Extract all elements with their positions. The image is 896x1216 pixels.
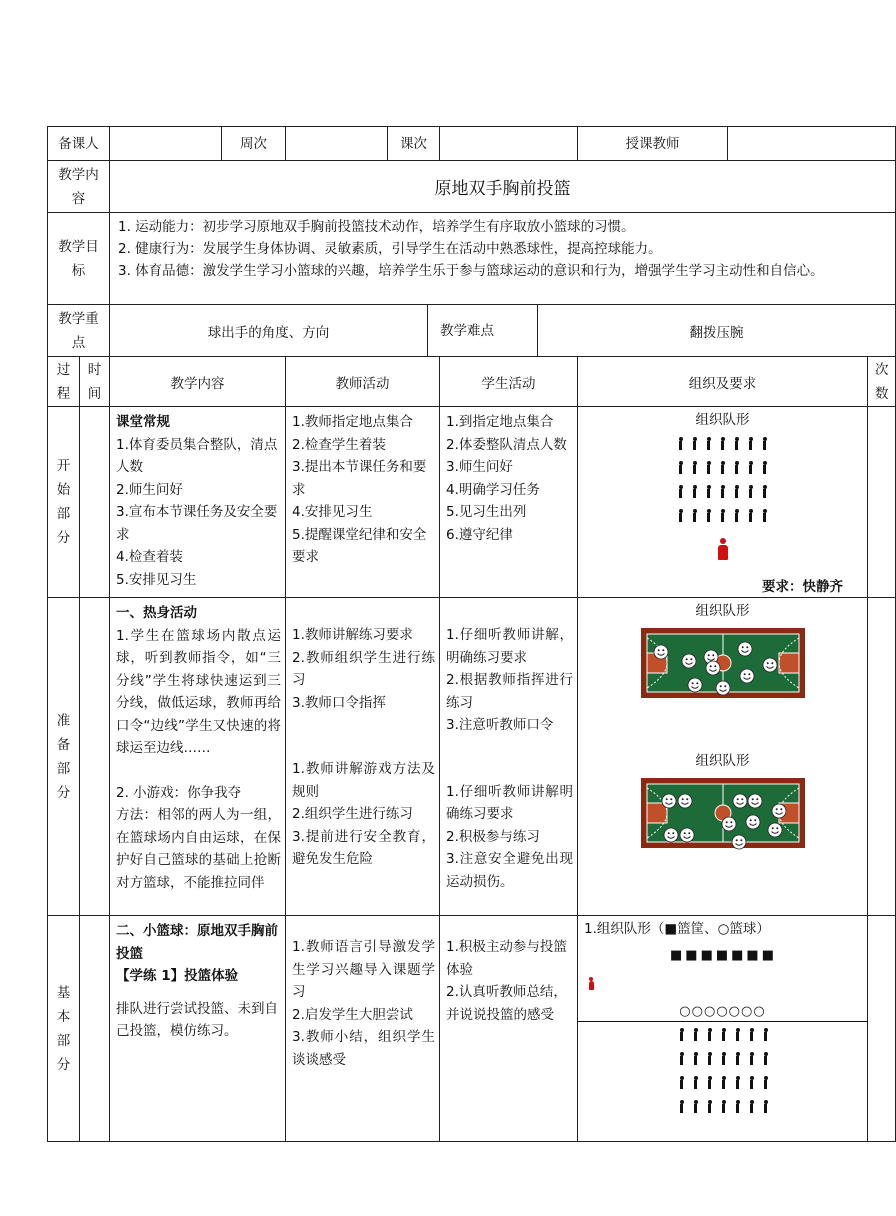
list-item: 3.注意听教师口令	[446, 717, 554, 733]
smiley-student-icon	[662, 794, 676, 808]
list-item: 4.安排见习生	[292, 504, 373, 520]
count-cell	[868, 916, 896, 1142]
smiley-student-icon	[678, 794, 692, 808]
list-item: 2.教师组织学生进行练习	[292, 649, 435, 688]
list-item: 1.教师讲解练习要求	[292, 627, 413, 643]
stage-prep: 准备部分	[48, 598, 80, 916]
list-item: 1.仔细听教师讲解明确练习要求	[446, 783, 573, 822]
teacher-value[interactable]	[728, 127, 896, 161]
student-figure-icon	[721, 1028, 727, 1041]
formation-row	[584, 1022, 863, 1046]
practice-text: 排队进行尝试投篮、未到自己投篮，模仿练习。	[116, 1000, 278, 1039]
student-figure-icon	[762, 509, 768, 522]
org-title: 1.组织队形（■篮筐、○篮球）	[584, 921, 770, 937]
col-teacher: 教师活动	[286, 357, 440, 407]
right-key	[779, 653, 799, 673]
org-title: 组织队形	[695, 753, 750, 769]
focus-row	[48, 305, 896, 357]
basket-row: ■■■■■■■	[670, 948, 777, 963]
list-item: 2.启发学生大胆尝试	[292, 1006, 413, 1023]
list-item: 3.教师小结，组织学生谈谈感受	[292, 1029, 435, 1068]
lesson-value[interactable]	[440, 127, 578, 161]
basic-org	[578, 916, 868, 1142]
smiley-student-icon	[740, 669, 754, 683]
warmup-text: 1.学生在篮球场内散点运球，听到教师指令，如“三分线”学生将球快速运到三分线，做低运球，教师再给口令“边线”学生又快速的将球运至边线……	[116, 627, 281, 756]
student-figure-icon	[763, 1028, 769, 1041]
list-item: 3.提前进行安全教育，避免发生危险	[292, 828, 435, 867]
preparer-value[interactable]	[110, 127, 222, 161]
start-content-title: 课堂常规	[116, 414, 170, 430]
smiley-student-icon	[706, 661, 720, 675]
student-figure-icon	[706, 437, 712, 450]
warmup-title: 一、热身活动	[116, 605, 197, 621]
smiley-student-icon	[738, 642, 752, 656]
student-figure-icon	[692, 461, 698, 474]
goal-item: 1. 运动能力：初步学习原地双手胸前投篮技术动作，培养学生有序取放小篮球的习惯。	[118, 219, 635, 235]
student-figure-icon	[762, 437, 768, 450]
smiley-student-icon	[722, 817, 736, 831]
col-time: 时间	[80, 357, 110, 407]
start-org	[578, 407, 868, 598]
column-header-row	[48, 357, 896, 407]
key-point-label: 教学重点	[48, 305, 110, 357]
list-item: 5.安排见习生	[116, 571, 197, 588]
smiley-student-icon	[682, 654, 696, 668]
student-figure-icon	[706, 509, 712, 522]
preparer-label: 备课人	[48, 127, 110, 161]
count-cell	[868, 598, 896, 916]
student-figure-icon	[693, 1028, 699, 1041]
list-item: 1.积极主动参与投篮体验	[446, 939, 567, 978]
basic-section-title: 二、小篮球：原地双手胸前投篮	[116, 923, 278, 962]
student-figure-icon	[748, 437, 754, 450]
smiley-student-icon	[688, 678, 702, 692]
list-item: 1.到指定地点集合	[446, 414, 554, 430]
teacher-figure-icon	[718, 538, 728, 560]
smiley-student-icon	[733, 794, 747, 808]
student-figure-icon	[692, 509, 698, 522]
student-figure-icon	[692, 437, 698, 450]
smiley-student-icon	[654, 645, 668, 659]
smiley-student-icon	[768, 823, 782, 837]
student-figure-icon	[734, 437, 740, 450]
student-figure-icon	[720, 509, 726, 522]
list-item: 1.体育委员集合整队，清点人数	[116, 436, 278, 475]
list-item: 1.教师语言引导激发学生学习兴趣导入课题学习	[292, 939, 435, 1000]
teacher-label: 授课教师	[578, 127, 728, 161]
formation-row	[582, 455, 863, 479]
list-item: 4.明确学习任务	[446, 481, 540, 498]
list-item: 3.教师口令指挥	[292, 694, 386, 711]
list-item: 3.宣布本节课任务及安全要求	[116, 504, 278, 543]
org-title: 组织队形	[695, 603, 750, 619]
smiley-student-icon	[680, 828, 694, 842]
list-item: 1.教师讲解游戏方法及规则	[292, 761, 435, 800]
formation-row	[584, 1046, 863, 1070]
student-figure-icon	[707, 1100, 713, 1113]
goal-item: 2. 健康行为：发展学生身体协调、灵敏素质，引导学生在活动中熟悉球性，提高控球能力。	[118, 241, 662, 257]
student-figure-icon	[721, 1076, 727, 1089]
start-section-row	[48, 407, 896, 598]
list-item: 3.师生问好	[446, 459, 513, 475]
student-figure-icon	[721, 1052, 727, 1065]
time-cell	[80, 407, 110, 598]
key-point-value: 球出手的角度、方向	[110, 305, 428, 357]
lesson-title: 原地双手胸前投篮	[110, 161, 896, 213]
student-figure-icon	[762, 461, 768, 474]
difficulty-value: 翻拨压腕	[538, 305, 896, 357]
goals-row	[48, 213, 896, 305]
col-count: 次数	[868, 357, 896, 407]
basic-teacher	[286, 916, 440, 1142]
student-figure-icon	[748, 485, 754, 498]
formation-row	[582, 431, 863, 455]
teacher-figure-icon	[588, 977, 594, 990]
prep-content	[110, 598, 286, 916]
student-figure-icon	[720, 485, 726, 498]
student-figure-icon	[679, 1052, 685, 1065]
formation-row	[584, 1070, 863, 1094]
list-item: 2.积极参与练习	[446, 828, 540, 845]
col-process: 过程	[48, 357, 80, 407]
week-value[interactable]	[286, 127, 388, 161]
list-item: 2.师生问好	[116, 481, 183, 498]
basketball-court-diagram	[641, 778, 805, 848]
col-content: 教学内容	[110, 357, 286, 407]
student-figure-icon	[678, 437, 684, 450]
content-label: 教学内容	[48, 161, 110, 213]
lesson-label: 课次	[388, 127, 440, 161]
student-figure-icon	[707, 1076, 713, 1089]
student-figure-icon	[693, 1052, 699, 1065]
content-row	[48, 161, 896, 213]
time-cell	[80, 916, 110, 1142]
student-figure-icon	[679, 1076, 685, 1089]
stage-start: 开始部分	[48, 407, 80, 598]
student-figure-icon	[762, 485, 768, 498]
difficulty-label: 教学难点	[428, 305, 538, 357]
list-item: 2.根据教师指挥进行练习	[446, 672, 573, 711]
prep-teacher	[286, 598, 440, 916]
student-figure-icon	[735, 1052, 741, 1065]
basic-student	[440, 916, 578, 1142]
formation-row	[582, 503, 863, 527]
stage-basic: 基本部分	[48, 916, 80, 1142]
student-figure-icon	[720, 437, 726, 450]
student-figure-icon	[693, 1076, 699, 1089]
practice-title: 【学练 1】投篮体验	[116, 968, 239, 984]
student-figure-icon	[693, 1100, 699, 1113]
list-item: 1.仔细听教师讲解，明确练习要求	[446, 627, 573, 666]
smiley-student-icon	[716, 681, 730, 695]
student-figure-icon	[749, 1100, 755, 1113]
list-item: 3.注意安全避免出现运动损伤。	[446, 851, 573, 890]
student-figure-icon	[734, 485, 740, 498]
formation-row	[584, 1094, 863, 1118]
count-cell	[868, 407, 896, 598]
goals-label: 教学目标	[48, 213, 110, 305]
basketball-court-diagram	[641, 628, 805, 698]
student-figure-icon	[749, 1052, 755, 1065]
student-figure-icon	[720, 461, 726, 474]
student-figure-icon	[692, 485, 698, 498]
start-teacher	[286, 407, 440, 598]
start-content	[110, 407, 286, 598]
smiley-student-icon	[746, 815, 760, 829]
list-item: 5.提醒课堂纪律和安全要求	[292, 526, 427, 565]
student-figure-icon	[734, 509, 740, 522]
game-text: 方法：相邻的两人为一组，在篮球场内自由运球，在保护好自己篮球的基础上抢断对方篮球，不能推拉同伴	[116, 807, 281, 891]
student-figure-icon	[707, 1052, 713, 1065]
student-figure-icon	[735, 1028, 741, 1041]
student-figure-icon	[735, 1076, 741, 1089]
org-requirement: 要求：快静齐	[762, 579, 843, 595]
smiley-student-icon	[772, 804, 786, 818]
goals-list	[110, 213, 896, 305]
start-student	[440, 407, 578, 598]
student-figure-icon	[721, 1100, 727, 1113]
student-formation	[582, 431, 863, 527]
student-figure-icon	[678, 485, 684, 498]
student-figure-icon	[679, 1100, 685, 1113]
student-figure-icon	[707, 1028, 713, 1041]
student-figure-icon	[749, 1028, 755, 1041]
smiley-student-icon	[664, 828, 678, 842]
student-figure-icon	[706, 485, 712, 498]
list-item: 4.检查着装	[116, 549, 183, 565]
student-figure-icon	[678, 509, 684, 522]
list-item: 2.检查学生着装	[292, 436, 386, 453]
smiley-student-icon	[763, 658, 777, 672]
prep-org	[578, 598, 868, 916]
student-figure-icon	[749, 1076, 755, 1089]
student-figure-icon	[735, 1100, 741, 1113]
game-title: 2. 小游戏：你争我夺	[116, 784, 242, 801]
list-item: 2.组织学生进行练习	[292, 806, 413, 822]
student-figure-icon	[748, 461, 754, 474]
student-figure-icon	[763, 1100, 769, 1113]
list-item: 2.体委整队清点人数	[446, 436, 567, 453]
lesson-plan-table	[47, 126, 896, 1142]
smiley-student-icon	[748, 794, 762, 808]
student-figure-icon	[763, 1076, 769, 1089]
prep-section-row	[48, 598, 896, 916]
list-item: 1.教师指定地点集合	[292, 414, 413, 430]
student-figure-icon	[678, 461, 684, 474]
formation-row	[582, 479, 863, 503]
smiley-student-icon	[732, 835, 746, 849]
header-row	[48, 127, 896, 161]
goal-item: 3. 体育品德：激发学生学习小篮球的兴趣，培养学生乐于参与篮球运动的意识和行为，增强学生学习主动性和自信心。	[118, 263, 824, 279]
basic-content	[110, 916, 286, 1142]
ball-row: ○○○○○○○	[578, 1003, 867, 1022]
org-title: 组织队形	[695, 412, 750, 428]
student-figure-icon	[734, 461, 740, 474]
student-figure-icon	[706, 461, 712, 474]
list-item: 3.提出本节课任务和要求	[292, 459, 427, 498]
col-org: 组织及要求	[578, 357, 868, 407]
prep-student	[440, 598, 578, 916]
list-item: 2.认真听教师总结，并说说投篮的感受	[446, 984, 567, 1023]
time-cell	[80, 598, 110, 916]
list-item: 6.遵守纪律	[446, 526, 513, 543]
week-label: 周次	[222, 127, 286, 161]
student-figure-icon	[748, 509, 754, 522]
basic-section-row	[48, 916, 896, 1142]
student-formation	[584, 1022, 863, 1118]
list-item: 5.见习生出列	[446, 504, 527, 520]
student-figure-icon	[679, 1028, 685, 1041]
col-student: 学生活动	[440, 357, 578, 407]
student-figure-icon	[763, 1052, 769, 1065]
